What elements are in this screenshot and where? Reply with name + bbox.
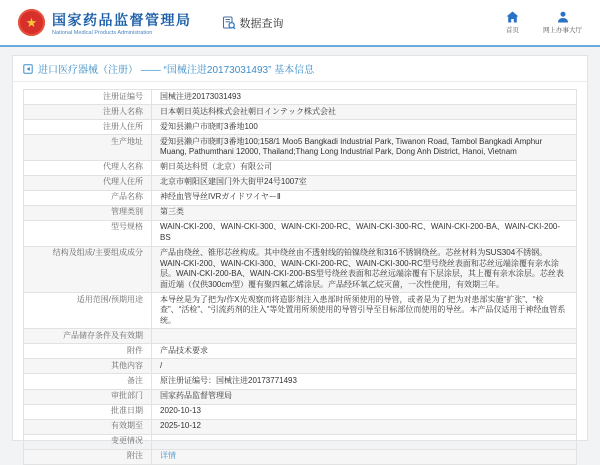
row-value: 2020-10-13 [160,406,201,416]
table-row [24,450,576,464]
row-value: 产品技术要求 [160,345,208,355]
table-row [24,247,576,294]
table-row [24,405,576,420]
breadcrumb [13,56,587,82]
row-label: 注册人名称 [24,105,152,119]
table-row [24,374,576,389]
online-hall-label: 网上办事大厅 [543,27,582,34]
row-value: 日本朝日英达科株式会社朝日インテック株式会社 [160,106,336,116]
detail-card [12,55,588,461]
row-value: 神经血管导丝IVRガイドワイヤーⅡ [160,192,281,202]
table-row [24,120,576,135]
row-label: 产品储存条件及有效期 [24,329,152,343]
table-row [24,206,576,221]
row-value: 爱知县濑户市晓町3番地100 [160,121,258,131]
row-label: 管理类别 [24,206,152,220]
detail-link[interactable]: 详情 [160,451,176,461]
row-value: / [160,360,163,370]
row-label: 有效期至 [24,420,152,434]
row-value [152,435,576,449]
row-value: 朝日英达科贸（北京）有限公司 [160,162,272,172]
table-row [24,135,576,161]
table-row [24,90,576,105]
row-value: 爱知县濑户市晓町3番地100;158/1 Moo5 Bangkadi Industrial Park, Tiwanon Road, Tambol Bangkadi Amphur Muang, Pathumthani 12000, Thailand;Thang Long Industrial Park, Dong Anh District, Hanoi, Vietnam [160,136,543,157]
main-content [0,47,600,461]
info-table [23,89,577,465]
row-label: 代理人住所 [24,176,152,190]
home-link[interactable] [506,11,519,34]
row-label: 其他内容 [24,359,152,373]
national-emblem-icon [18,9,45,36]
row-label: 适用范围/预期用途 [24,293,152,328]
data-query-icon [222,16,236,30]
row-label: 注册人住所 [24,120,152,134]
row-label: 型号规格 [24,221,152,246]
table-row [24,191,576,206]
back-icon[interactable] [23,64,33,74]
row-label: 变更情况 [24,435,152,449]
table-row [24,359,576,374]
table-row [24,390,576,405]
emblem-star: ★ [25,15,38,30]
row-label: 代理人名称 [24,161,152,175]
row-value: 北京市朝阳区建国门外大街甲24号1007室 [160,177,307,187]
row-value: WAIN-CKI-200、WAIN-CKI-300、WAIN-CKI-200-RC、WAIN-CKI-300-RC、WAIN-CKI-200-BA、WAIN-CKI-200-BS [160,222,561,242]
row-value [152,329,576,343]
table-row [24,329,576,344]
row-label: 备注 [24,374,152,388]
breadcrumb-text: 进口医疗器械（注册） —— “国械注进20173031493” 基本信息 [38,65,315,76]
nav-data-query-label: 数据查询 [239,17,284,30]
header [0,0,600,45]
row-value: 2025-10-12 [160,421,201,431]
row-value: 原注册证编号：国械注进20173771493 [160,375,297,385]
site-title: 国家药品监督管理局 [52,11,192,28]
table-row [24,221,576,247]
row-value: 国械注进20173031493 [160,91,241,101]
row-label: 附注 [24,450,152,464]
table-row [24,293,576,329]
row-label: 结构及组成/主要组成成分 [24,247,152,293]
row-label: 产品名称 [24,191,152,205]
row-value [152,450,576,464]
row-label: 生产地址 [24,135,152,160]
online-hall-link[interactable] [543,11,582,34]
row-value: 产品由绕丝、锥形芯丝构成。其中绕丝由不透射线的铂镍绕丝和316不锈钢绕丝。芯丝材料为SUS304不锈钢。WAIN-CKI-200、WAIN-CKI-300、WAIN-CKI-200-RC、WAIN-CKI-300-RC型号绕丝表面和芯丝远端涂覆有亲水涂层。WAIN-CKI-200-BA、WAIN-CKI-200-BS型号绕丝表面和芯丝远端涂覆有下层涂层，其上覆有亲水涂层。芯丝表面近端（仅供300cm型）覆有聚四氟乙烯涂层。产品经环氧乙烷灭菌，一次性使用，有效期三年。 [160,248,564,289]
row-value: 国家药品监督管理局 [160,391,232,401]
table-row [24,161,576,176]
row-value: 本导丝是为了把为/作X光观察而将造影剂注入患部时所须使用的导管，或者是为了把为对患部实施“扩张”、“检查”、“活检”、“引流药剂的注入”等处置用所须使用的导管引导至目标部位而使用的导丝。本产品仅适用于神经血管系统。 [160,294,566,325]
home-icon [506,11,519,23]
nmpa-logo[interactable] [18,9,192,36]
nav-data-query[interactable] [222,15,284,31]
table-row [24,105,576,120]
row-label: 批准日期 [24,405,152,419]
table-row [24,176,576,191]
table-row [24,344,576,359]
site-subtitle: National Medical Products Administration [52,29,153,36]
row-label: 审批部门 [24,390,152,404]
row-label: 附件 [24,344,152,358]
row-label: 注册证编号 [24,90,152,104]
user-icon [557,11,569,23]
table-row [24,435,576,450]
row-value: 第三类 [160,207,184,217]
home-label: 首页 [506,27,519,34]
table-row [24,420,576,435]
